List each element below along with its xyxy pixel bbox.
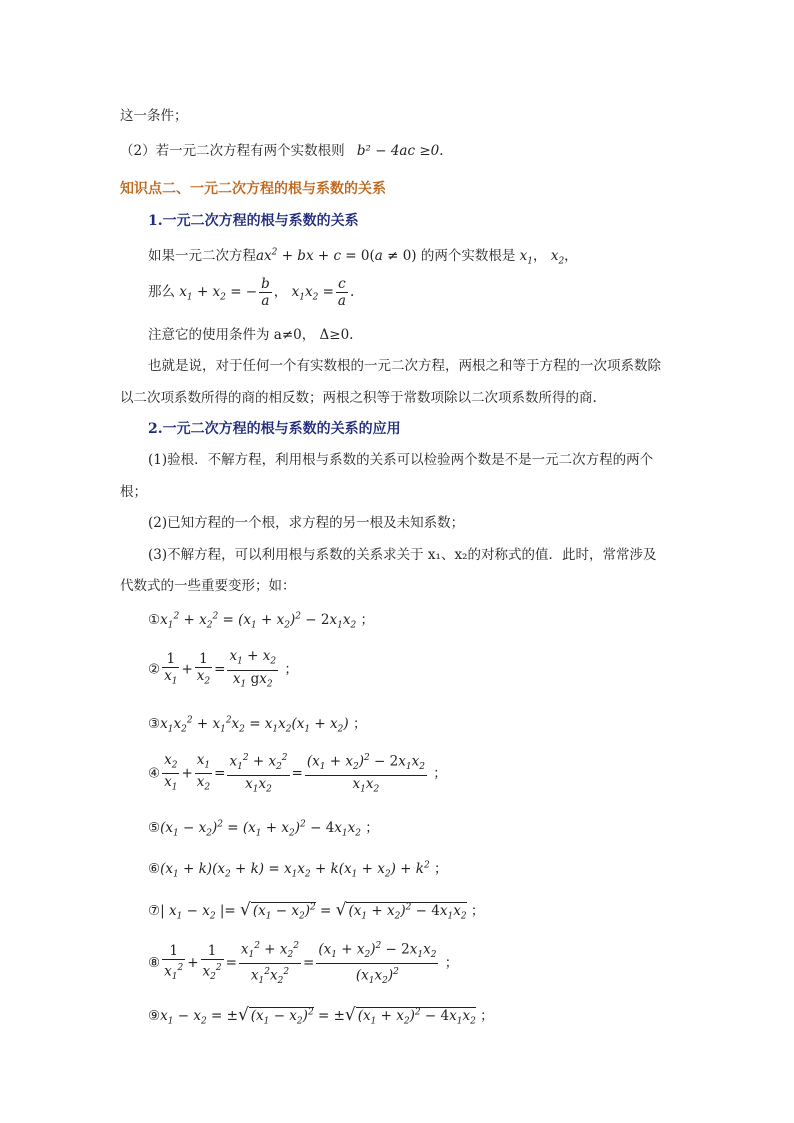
sub2-item-1a: (1)验根．不解方程，利用根与系数的关系可以检验两个数是不是一元二次方程的两个: [148, 452, 654, 468]
sub1-paragraph-5: 以二次项系数所得的商的相反数；两根之积等于常数项除以二次项系数所得的商.: [120, 390, 597, 406]
intro-line-1: 这一条件；: [120, 108, 188, 124]
roots-x1-x2: $x_1$， $x_2$: [519, 248, 565, 267]
sub2-item-1b: 根；: [120, 484, 147, 500]
formula-4: ④ $\frac{x_2}{x_1}$ + $\frac{x_1}{x_2}$ = $\frac{x_1^2 + x_2^2}{x_1x_2}$ = $\frac{(x_1 + x_2)^2 - 2x_1x_2}{x_1x_2}$ ；: [148, 751, 447, 795]
formula-marker: ⑨: [148, 1008, 161, 1024]
intro-line-2-condition: b² − 4ac ≥0.: [356, 143, 444, 159]
quadratic-equation: $ax^2$ + bx + c = 0(a ≠ 0): [256, 247, 417, 264]
formula-marker: ⑥: [148, 861, 161, 877]
formula-6: $⑥(x_1 + k)(x_2 + k) = x_1x_2 + k(x_1 + x_2) + k^2$ ；: [148, 860, 448, 880]
formula-5: $⑤(x_1 - x_2)^2 = (x_1 + x_2)^2 - 4x_1x_2$ ；: [148, 819, 379, 839]
formula-9: $⑨x_1 - x_2$ = ±√ $(x_1 - x_2)^2$ = ±√ $(x_1 + x_2)^2 - 4x_1x_2$ ；: [148, 1005, 494, 1027]
sub1-paragraph-4: 也就是说，对于任何一个有实数根的一元二次方程，两根之和等于方程的一次项系数除: [148, 358, 661, 374]
formula-3: $③x_1x_2^2 + x_1^2x_2 = x_1x_2(x_1 + x_2)$ ；: [148, 715, 367, 735]
intro-line-2: [120, 139, 444, 159]
subsection-1-title: 1.一元二次方程的根与系数的关系: [148, 213, 359, 229]
formula-marker: ③: [148, 716, 161, 732]
sub2-item-2: (2)已知方程的一个根，求方程的另一根及未知系数；: [148, 515, 465, 531]
sub1-p1-text-a: 如果一元二次方程: [148, 248, 256, 264]
subsection-2-title: 2.一元二次方程的根与系数的关系的应用: [148, 421, 401, 437]
formula-marker: ⑦: [148, 903, 161, 919]
vieta-formulas: 那么 $x_1 + x_2$ = − $\frac{b}{a}$ ， $x_1x_2$ = $\frac{c}{a}$ .: [148, 276, 355, 309]
sub1-p1-text-c: ，: [564, 248, 578, 264]
sub2-item-3a: (3)不解方程，可以利用根与系数的关系求关于 x₁、x₂的对称式的值．此时，常常涉及: [148, 547, 657, 563]
formula-8: ⑧ $\frac{1}{x_1^2}$ + $\frac{1}{x_2^2}$ = $\frac{x_1^2 + x_2^2}{x_1^2x_2^2}$ = $\frac{(x_1 + x_2)^2 - 2x_1x_2}{(x_1x_2)^2}$ ；: [148, 938, 458, 989]
sub1-paragraph-3: 注意它的使用条件为 a≠0， Δ≥0.: [148, 327, 354, 343]
formula-1: $①x_1^2 + x_2^2 = (x_1 + x_2)^2 - 2x_1x_2$ ；: [148, 611, 374, 631]
sub1-p1-text-b: 的两个实数根是: [420, 248, 516, 264]
section-title: 知识点二、一元二次方程的根与系数的关系: [120, 181, 386, 197]
sub1-p2-text: 那么: [148, 284, 175, 300]
formula-marker: ⑤: [148, 820, 161, 836]
formula-7: ⑦| $x_1 - x_2$ |= √ $(x_1 - x_2)^2$ = √ $(x_1 + x_2)^2 - 4x_1x_2$ ；: [148, 900, 485, 922]
sub1-paragraph-1: [148, 244, 578, 267]
formula-marker: ②: [148, 661, 161, 678]
sub2-item-3b: 代数式的一些重要变形；如：: [120, 578, 296, 594]
formula-marker: ④: [148, 765, 161, 782]
formula-2: ② $\frac{1}{x_1}$ + $\frac{1}{x_2}$ = $\frac{x_1 + x_2}{x_1 gx_2}$ ；: [148, 648, 298, 690]
formula-marker: ①: [148, 612, 161, 628]
intro-line-2-text: （2）若一元二次方程有两个实数根则: [120, 143, 345, 159]
formula-marker: ⑧: [148, 955, 161, 972]
